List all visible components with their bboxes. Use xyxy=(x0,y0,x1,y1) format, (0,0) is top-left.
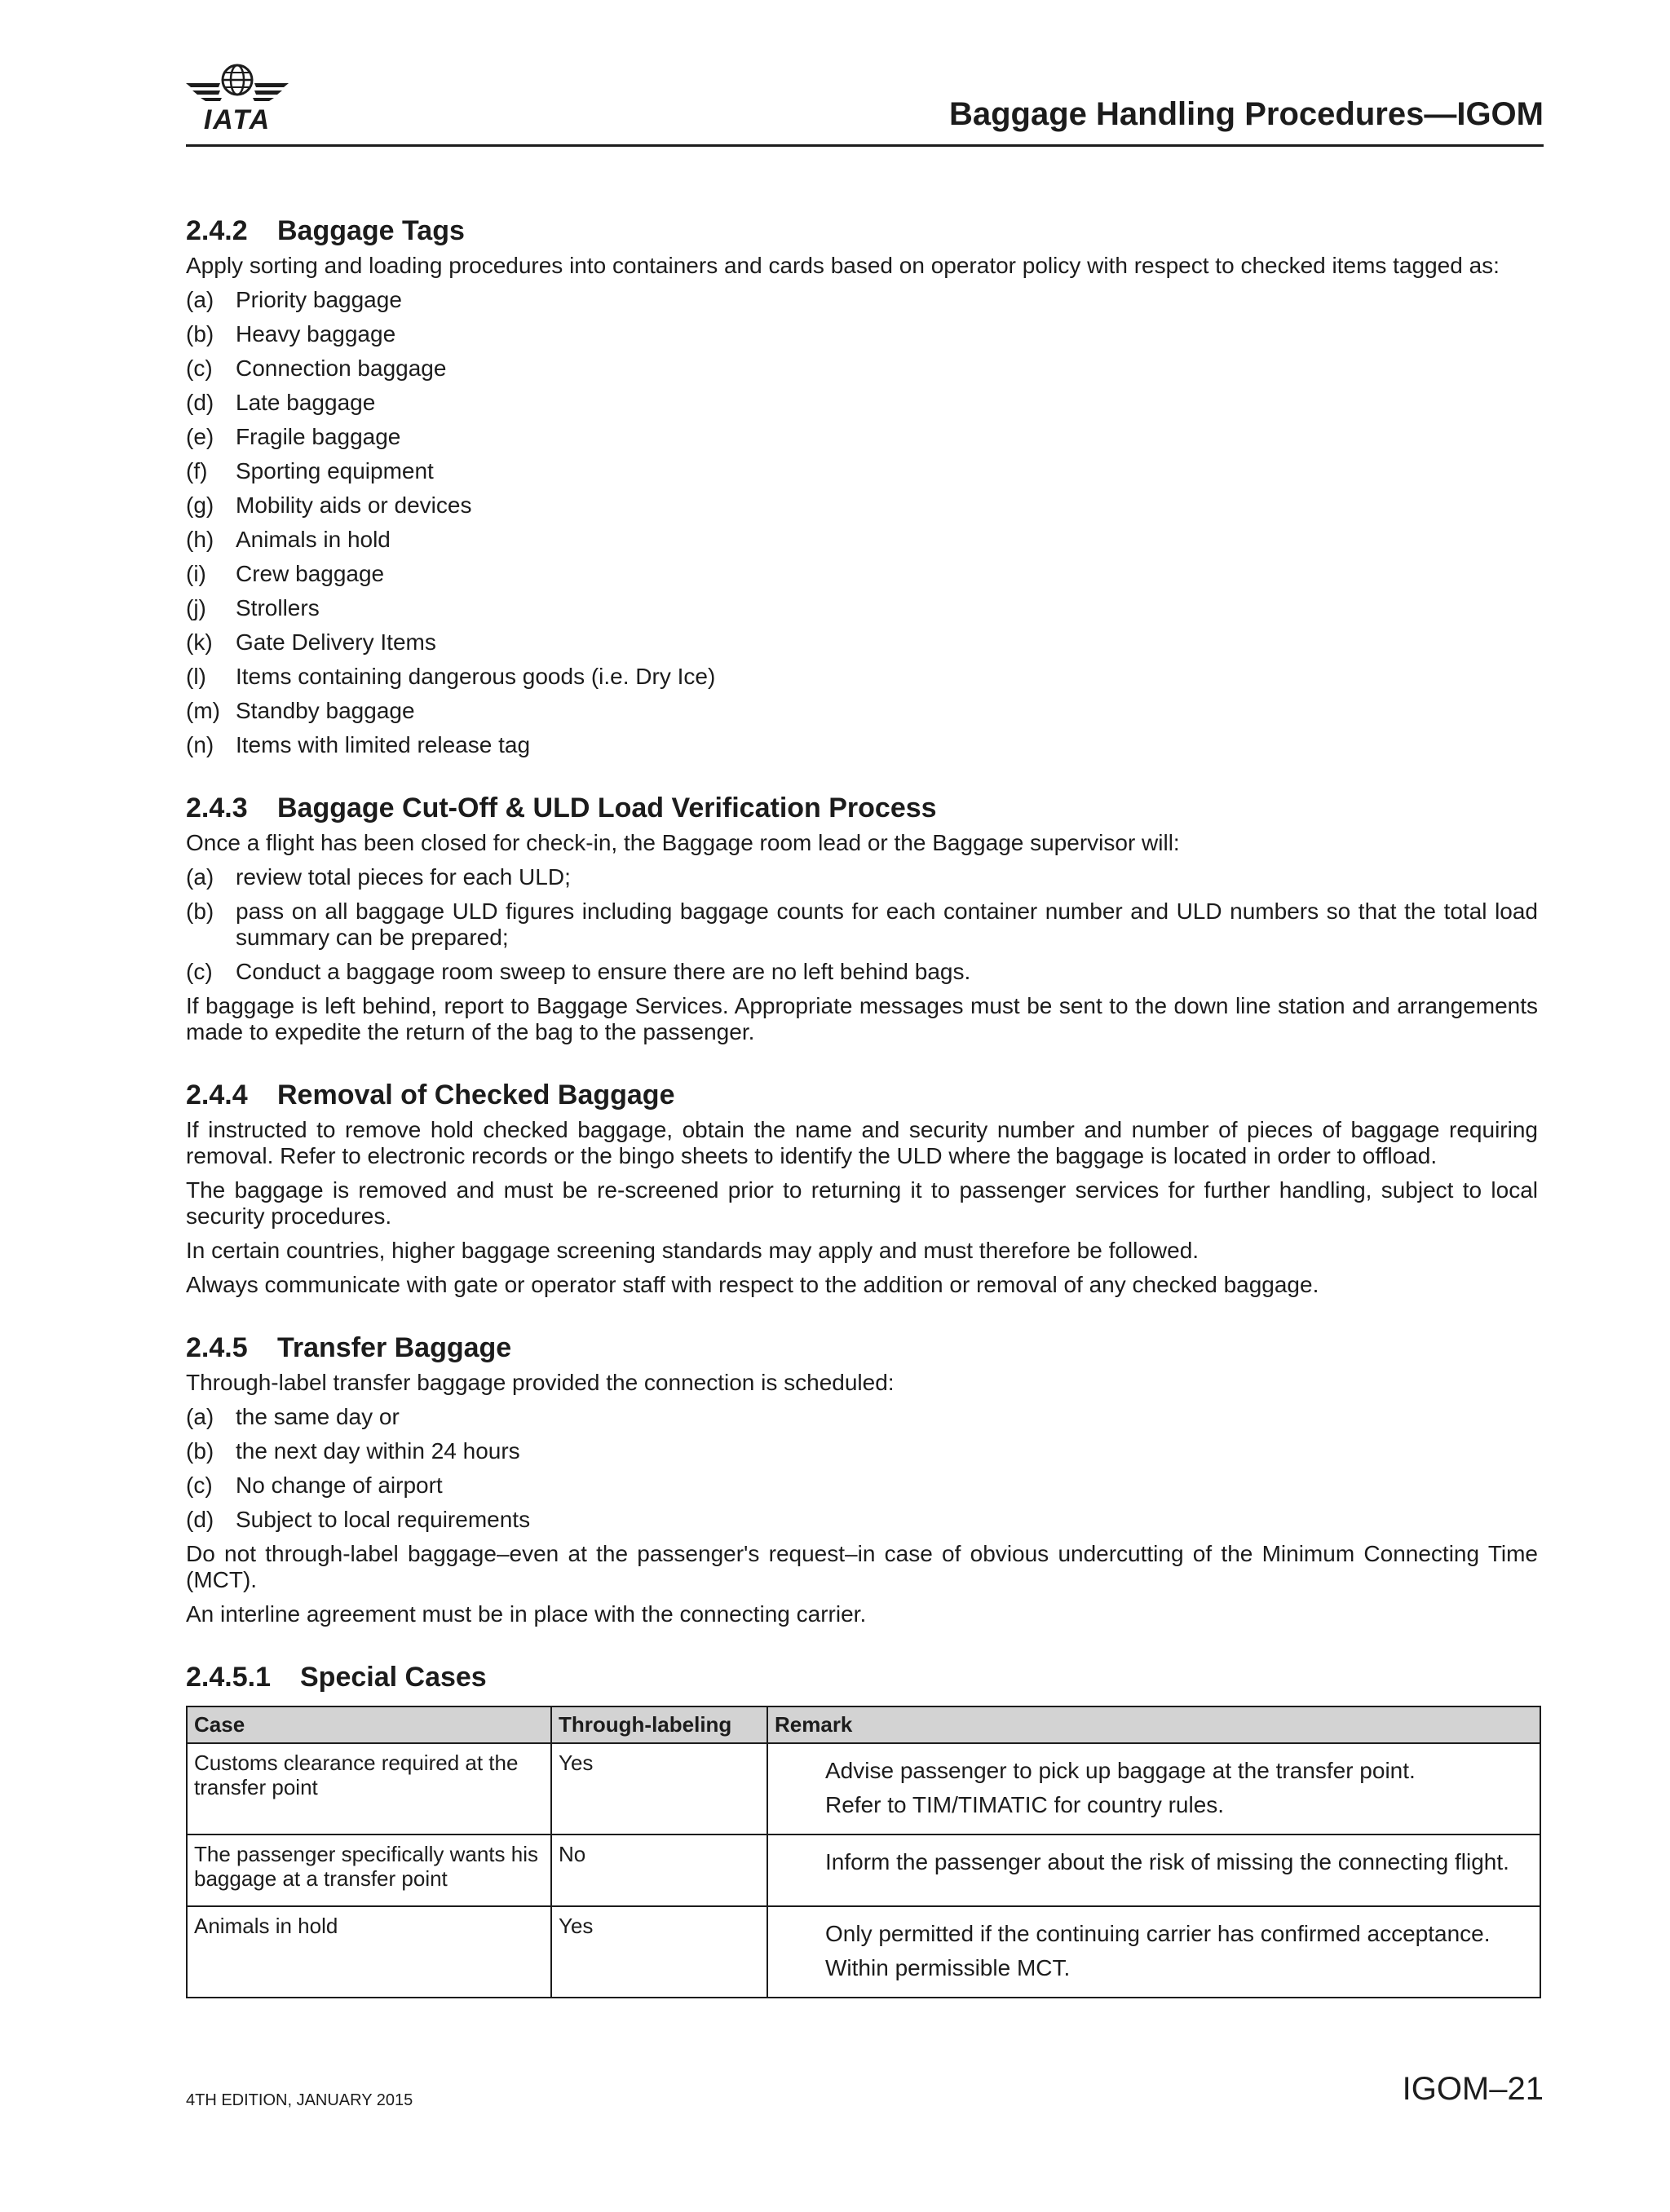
list-text: review total pieces for each ULD; xyxy=(236,864,571,890)
list-item xyxy=(186,864,1538,890)
cell-case: Customs clearance required at the transfer point xyxy=(187,1743,551,1835)
list-item xyxy=(186,424,1538,450)
column-header-through-labeling: Through-labeling xyxy=(551,1706,767,1743)
edition-footer: 4TH EDITION, JANUARY 2015 xyxy=(186,2091,413,2109)
list-marker: (k) xyxy=(186,629,213,655)
list-item xyxy=(186,561,1538,587)
list-item xyxy=(186,732,1538,758)
section-title: Baggage Cut-Off & ULD Load Verification Process xyxy=(277,793,937,823)
list-marker: (f) xyxy=(186,458,208,483)
section-number: 2.4.5.1 xyxy=(186,1662,271,1693)
section-number: 2.4.5 xyxy=(186,1332,248,1363)
list-item xyxy=(186,321,1538,347)
section-heading xyxy=(186,1331,1538,1365)
column-header-case: Case xyxy=(187,1706,551,1743)
list-marker: (d) xyxy=(186,390,214,415)
list-marker: (c) xyxy=(186,1472,213,1498)
cell-remark xyxy=(767,1906,1540,1998)
list-text: Items containing dangerous goods (i.e. Dry Ice) xyxy=(236,664,716,689)
table-header-row xyxy=(187,1706,1540,1743)
list-text: pass on all baggage ULD figures including baggage counts for each container number and ULD numbers so that the total load summary can be prepared; xyxy=(236,898,1538,950)
section-paragraph: Always communicate with gate or operator staff with respect to the addition or removal of any checked baggage. xyxy=(186,1272,1319,1297)
list-item xyxy=(186,287,1538,313)
list-text: Sporting equipment xyxy=(236,458,434,483)
section-baggage-tags xyxy=(186,214,1538,758)
list-item xyxy=(186,390,1538,416)
list-item xyxy=(186,1438,1538,1464)
list-marker: (i) xyxy=(186,561,206,586)
page-number: IGOM–21 xyxy=(1402,2071,1544,2107)
list-text: Late baggage xyxy=(236,390,376,415)
section-transfer-baggage xyxy=(186,1331,1538,1627)
list-marker: (h) xyxy=(186,527,214,552)
list-marker: (b) xyxy=(186,321,214,347)
section-heading xyxy=(186,214,1538,248)
list-item xyxy=(186,595,1538,621)
list-text: Items with limited release tag xyxy=(236,732,531,757)
list-text: Heavy baggage xyxy=(236,321,396,347)
remark-line: Only permitted if the continuing carrier has confirmed acceptance. xyxy=(825,1921,1491,1946)
remark-line: Advise passenger to pick up baggage at the transfer point. xyxy=(825,1758,1416,1783)
list-text: Conduct a baggage room sweep to ensure there are no left behind bags. xyxy=(236,959,971,984)
list-marker: (j) xyxy=(186,595,206,620)
document-title: Baggage Handling Procedures—IGOM xyxy=(948,96,1544,132)
list-item xyxy=(186,492,1538,519)
iata-logo xyxy=(184,62,290,135)
remark-line: Refer to TIM/TIMATIC for country rules. xyxy=(825,1792,1225,1817)
cell-through-labeling: Yes xyxy=(551,1743,767,1835)
cell-through-labeling: No xyxy=(551,1835,767,1906)
list-item xyxy=(186,1472,1538,1499)
list-item xyxy=(186,1404,1538,1430)
list-marker: (e) xyxy=(186,424,214,449)
section-heading xyxy=(186,1660,1538,1694)
section-number: 2.4.3 xyxy=(186,793,248,823)
cell-through-labeling: Yes xyxy=(551,1906,767,1998)
section-paragraph: Do not through-label baggage–even at the passenger's request–in case of obvious undercutting of the Minimum Connecting Time (MCT). xyxy=(186,1541,1538,1592)
cell-remark xyxy=(767,1835,1540,1906)
list-text: Standby baggage xyxy=(236,698,415,723)
list-marker: (g) xyxy=(186,492,214,518)
list-marker: (a) xyxy=(186,287,214,312)
list-text: Connection baggage xyxy=(236,355,447,381)
list-item xyxy=(186,664,1538,690)
section-special-cases xyxy=(186,1660,1538,1998)
section-heading xyxy=(186,791,1538,825)
remark-line: Within permissible MCT. xyxy=(825,1955,1071,1980)
section-heading xyxy=(186,1078,1538,1112)
table-row xyxy=(187,1835,1540,1906)
list-item xyxy=(186,898,1538,951)
section-intro: Apply sorting and loading procedures into containers and cards based on operator policy with respect to checked items tagged as: xyxy=(186,253,1500,278)
table-row xyxy=(187,1743,1540,1835)
section-number: 2.4.2 xyxy=(186,215,248,246)
section-removal-checked-baggage xyxy=(186,1078,1538,1298)
cell-case: The passenger specifically wants his baggage at a transfer point xyxy=(187,1835,551,1906)
list-item xyxy=(186,527,1538,553)
section-title: Baggage Tags xyxy=(277,215,465,246)
list-marker: (b) xyxy=(186,1438,214,1464)
cell-remark xyxy=(767,1743,1540,1835)
list-marker: (a) xyxy=(186,864,214,890)
list-item xyxy=(186,1507,1538,1533)
list-item xyxy=(186,458,1538,484)
list-text: No change of airport xyxy=(236,1472,443,1498)
cutoff-steps-list xyxy=(186,864,1538,985)
list-marker: (c) xyxy=(186,355,213,381)
section-paragraph: In certain countries, higher baggage screening standards may apply and must therefore be followed. xyxy=(186,1238,1199,1263)
section-cutoff-verification xyxy=(186,791,1538,1045)
list-marker: (a) xyxy=(186,1404,214,1429)
section-paragraph: The baggage is removed and must be re-screened prior to returning it to passenger services for further handling, subject to local security procedures. xyxy=(186,1177,1538,1229)
section-paragraph: If baggage is left behind, report to Baggage Services. Appropriate messages must be sent to the down line station and arrangements made to expedite the return of the bag to the passenger. xyxy=(186,993,1538,1044)
list-item xyxy=(186,629,1538,656)
list-marker: (d) xyxy=(186,1507,214,1532)
section-intro: Once a flight has been closed for check-in, the Baggage room lead or the Baggage supervisor will: xyxy=(186,830,1180,855)
list-text: Gate Delivery Items xyxy=(236,629,436,655)
column-header-remark: Remark xyxy=(767,1706,1540,1743)
list-text: the next day within 24 hours xyxy=(236,1438,520,1464)
table-row xyxy=(187,1906,1540,1998)
header-divider xyxy=(186,144,1544,147)
list-text: Priority baggage xyxy=(236,287,402,312)
list-text: Crew baggage xyxy=(236,561,385,586)
remark-line: Inform the passenger about the risk of missing the connecting flight. xyxy=(825,1849,1509,1874)
globe-wings-icon xyxy=(184,62,290,111)
list-marker: (n) xyxy=(186,732,214,757)
list-marker: (l) xyxy=(186,664,206,689)
list-marker: (m) xyxy=(186,698,220,723)
list-text: the same day or xyxy=(236,1404,400,1429)
section-title: Special Cases xyxy=(300,1662,487,1693)
list-item xyxy=(186,355,1538,382)
list-marker: (c) xyxy=(186,959,213,984)
list-text: Strollers xyxy=(236,595,320,620)
section-paragraph: If instructed to remove hold checked baggage, obtain the name and security number and number of pieces of baggage requiring removal. Refer to electronic records or the bingo sheets to identify the ULD where the baggage is located in order to offload. xyxy=(186,1117,1538,1168)
section-number: 2.4.4 xyxy=(186,1080,248,1110)
logo-wordmark: IATA xyxy=(203,104,272,135)
section-title: Transfer Baggage xyxy=(277,1332,512,1363)
list-text: Fragile baggage xyxy=(236,424,401,449)
section-title: Removal of Checked Baggage xyxy=(277,1080,675,1110)
baggage-tags-list xyxy=(186,287,1538,758)
cell-case: Animals in hold xyxy=(187,1906,551,1998)
transfer-conditions-list xyxy=(186,1404,1538,1533)
list-text: Subject to local requirements xyxy=(236,1507,531,1532)
list-item xyxy=(186,959,1538,985)
list-item xyxy=(186,698,1538,724)
main-content xyxy=(186,214,1538,2031)
list-marker: (b) xyxy=(186,898,214,924)
section-paragraph: An interline agreement must be in place with the connecting carrier. xyxy=(186,1601,867,1627)
section-intro: Through-label transfer baggage provided the connection is scheduled: xyxy=(186,1370,895,1395)
list-text: Mobility aids or devices xyxy=(236,492,472,518)
list-text: Animals in hold xyxy=(236,527,391,552)
special-cases-table xyxy=(186,1706,1541,1998)
